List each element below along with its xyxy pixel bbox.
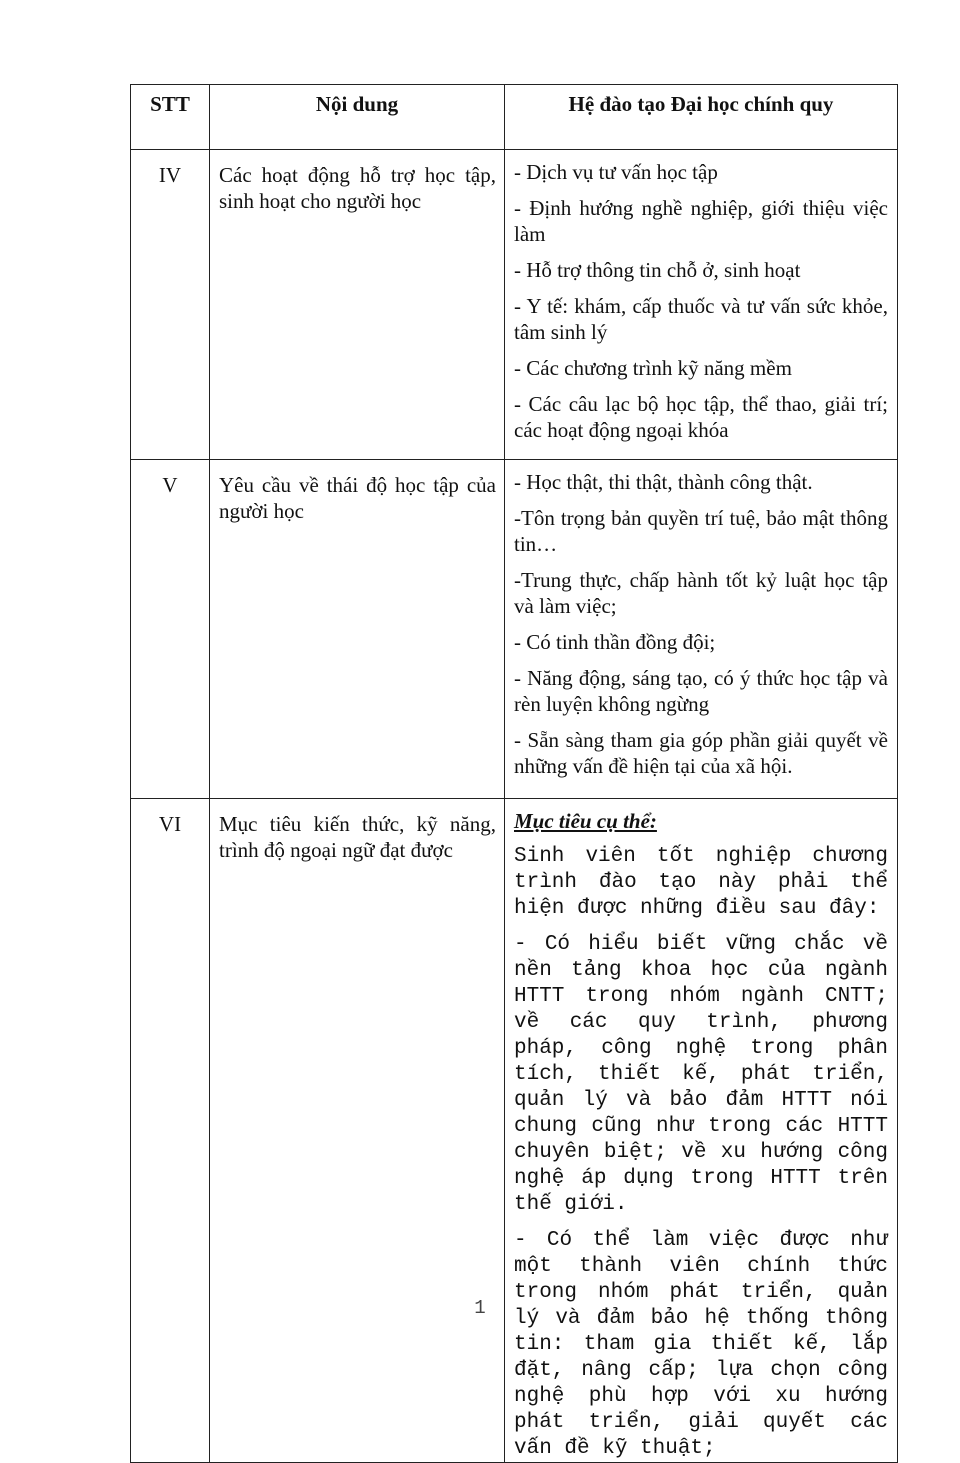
list-item: - Y tế: khám, cấp thuốc và tư vấn sức khỏe, tâm sinh lý	[514, 294, 888, 344]
list-item: - Định hướng nghề nghiệp, giới thiệu việc làm	[514, 196, 888, 246]
list-item: - Dịch vụ tư vấn học tập	[514, 160, 718, 184]
list-item: - Hỗ trợ thông tin chỗ ở, sinh hoạt	[514, 258, 801, 282]
header-content: Nội dung	[210, 85, 505, 150]
page-number: 1	[474, 1297, 486, 1319]
row-content: Mục tiêu kiến thức, kỹ năng, trình độ ngoại ngữ đạt được	[210, 799, 505, 1463]
list-item: - Có tinh thần đồng đội;	[514, 630, 716, 654]
row-details	[505, 150, 898, 460]
list-item: -Trung thực, chấp hành tốt kỷ luật học tập và làm việc;	[514, 568, 888, 618]
header-stt: STT	[131, 85, 210, 150]
row-stt: V	[131, 460, 210, 799]
row-content: Yêu cầu về thái độ học tập của người học	[210, 460, 505, 799]
list-item: -Tôn trọng bản quyền trí tuệ, bảo mật thông tin…	[514, 506, 888, 556]
list-item: - Các chương trình kỹ năng mềm	[514, 356, 792, 380]
table-row	[131, 150, 898, 460]
curriculum-table	[130, 84, 898, 1463]
list-item: - Năng động, sáng tạo, có ý thức học tập và rèn luyện không ngừng	[514, 666, 888, 716]
row-details	[505, 799, 898, 1463]
list-item: - Các câu lạc bộ học tập, thể thao, giải trí; các hoạt động ngoại khóa	[514, 392, 888, 442]
row-stt: VI	[131, 799, 210, 1463]
table-header-row	[131, 85, 898, 150]
row-content: Các hoạt động hỗ trợ học tập, sinh hoạt cho người học	[210, 150, 505, 460]
list-item: Sinh viên tốt nghiệp chương trình đào tạo này phải thể hiện được những điều sau đây:	[514, 845, 888, 920]
list-item: - Sẵn sàng tham gia góp phần giải quyết về những vấn đề hiện tại của xã hội.	[514, 728, 888, 778]
header-program: Hệ đào tạo Đại học chính quy	[505, 85, 898, 150]
row-stt: IV	[131, 150, 210, 460]
list-item: - Có hiểu biết vững chắc về nền tảng khoa học của ngành HTTT trong nhóm ngành CNTT; về các quy trình, phương pháp, công nghệ trong phân tích, thiết kế, phát triển, quản lý và bảo đảm HTTT nói chung cũng như trong các HTTT chuyên biệt; về xu hướng công nghệ áp dụng trong HTTT trên thế giới.	[514, 933, 888, 1216]
section-heading: Mục tiêu cụ thể:	[514, 809, 657, 833]
table-row	[131, 799, 898, 1463]
list-item: - Học thật, thi thật, thành công thật.	[514, 470, 813, 494]
row-details	[505, 460, 898, 799]
table-row	[131, 460, 898, 799]
list-item: - Có thể làm việc được như một thành viên chính thức trong nhóm phát triển, quản lý và đảm bảo hệ thống thông tin: tham gia thiết kế, lắp đặt, nâng cấp; lựa chọn công nghệ phù hợp với xu hướng phát triển, giải quyết các vấn đề kỹ thuật;	[514, 1229, 888, 1460]
